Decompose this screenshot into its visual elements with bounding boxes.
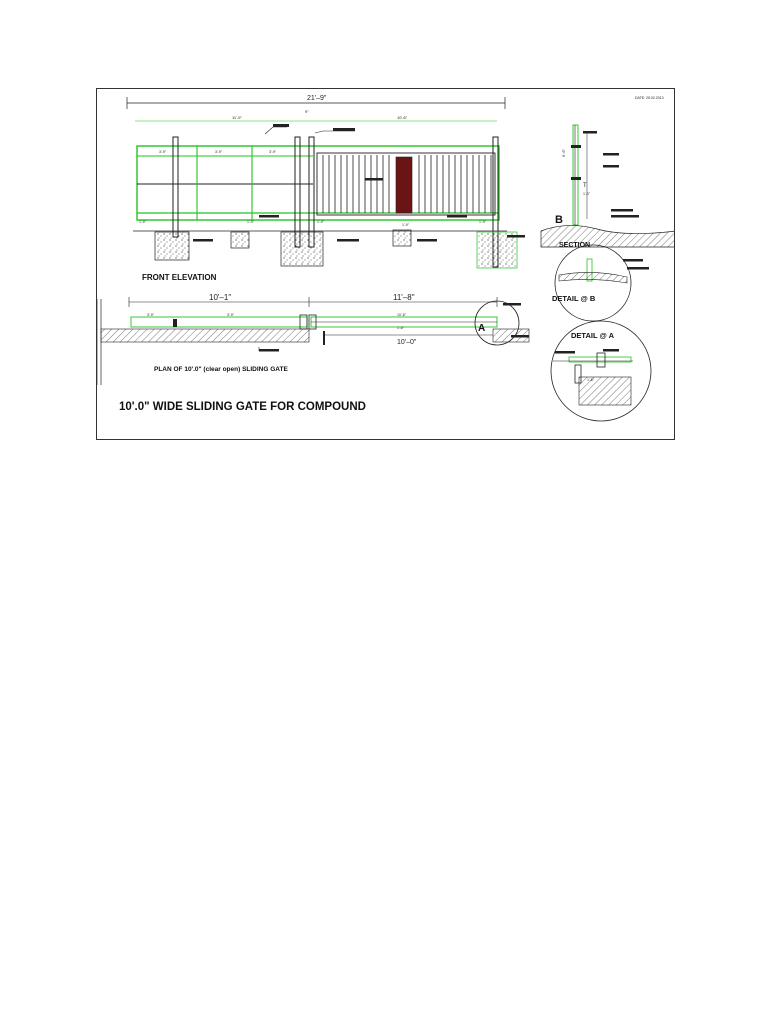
detail-a (551, 321, 651, 421)
sub-dim-right: 10'-6" (397, 115, 408, 120)
detail-b-title: DETAIL @ B (552, 294, 596, 303)
sub-dim-left: 11'-9" (232, 115, 242, 120)
front-elevation (127, 95, 525, 282)
fence-frame (137, 146, 499, 220)
gate-bars (317, 153, 495, 215)
footing-4 (393, 230, 411, 246)
footing-3 (281, 232, 323, 266)
callout-a: A (478, 323, 486, 334)
section-view (541, 125, 675, 249)
section-title: SECTION (559, 242, 591, 249)
footing-1 (155, 232, 189, 260)
drawing-sheet (96, 88, 675, 440)
panel-dim-2: 3'-9" (215, 150, 222, 154)
section-dim-low: 1'-0" (583, 192, 590, 196)
plan-small-dim-3: 10'-6" (397, 313, 406, 317)
detail-b (552, 245, 649, 321)
base-dim-5: 1'-9" (479, 220, 486, 224)
front-elevation-title: FRONT ELEVATION (142, 273, 217, 282)
base-dim-2: 1'-9" (247, 220, 254, 224)
plan-view (97, 293, 529, 385)
detail-a-dim: 1'-6" (587, 378, 594, 382)
callout-b: B (555, 214, 563, 226)
overall-dim: 21'–9" (307, 95, 327, 102)
plan-dim-open: 10'–0" (397, 339, 417, 346)
base-dim-3: 1'-9" (317, 220, 324, 224)
plan-small-dim-1: 3'-9" (147, 313, 154, 317)
detail-a-title: DETAIL @ A (571, 331, 615, 340)
footing-2 (231, 232, 249, 248)
plan-small-dim-4: 1'-6" (397, 326, 404, 330)
panel-dim-3: 3'-9" (269, 150, 276, 154)
panel-dim-1: 3'-9" (159, 150, 166, 154)
gate-drawing (97, 89, 675, 440)
base-dim-1: 1'-9" (139, 220, 146, 224)
plan-ground-left (101, 329, 309, 342)
main-title: 10'.0" WIDE SLIDING GATE FOR COMPOUND (119, 401, 366, 413)
plan-dim-right: 11'–8" (393, 293, 415, 302)
section-dim-mid: T (583, 183, 587, 189)
date-label: DATE: 25.02.2013 (635, 96, 664, 100)
gate-door-panel (396, 157, 412, 213)
plan-dim-left: 10'–1" (209, 293, 232, 302)
plan-small-dim-2: 3'-9" (227, 313, 234, 317)
base-dim-4: 1'-9" (402, 223, 409, 227)
sub-dim-mid: 9" (305, 109, 309, 114)
plan-title: PLAN OF 10'.0" (clear open) SLIDING GATE (154, 366, 288, 373)
section-dim-top: 6'-6" (561, 149, 566, 157)
